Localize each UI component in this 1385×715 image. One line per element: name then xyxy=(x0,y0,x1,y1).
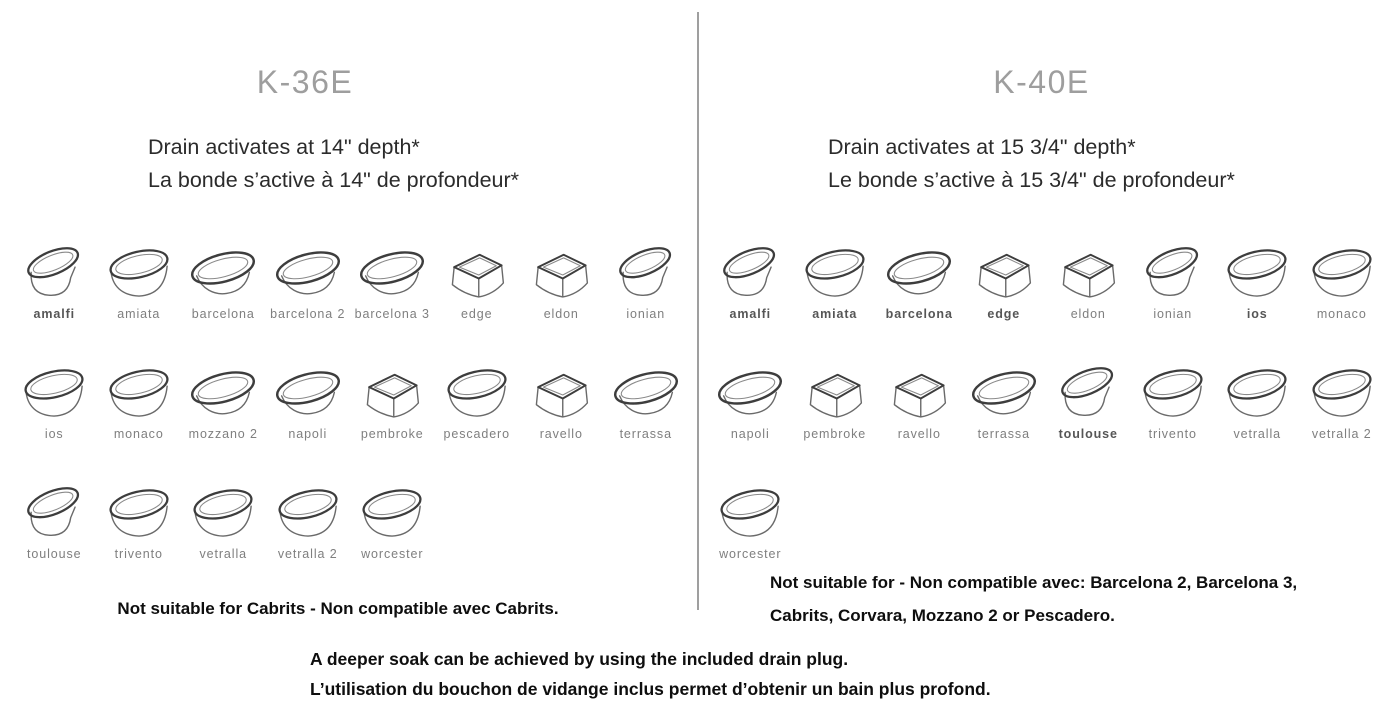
tub-item-edge xyxy=(435,240,520,321)
oval-bathtub-icon xyxy=(102,360,176,424)
tub-label: monaco xyxy=(113,427,164,441)
tub-label: edge xyxy=(461,307,493,321)
oval-bathtub-icon xyxy=(1220,240,1294,304)
slipper-bathtub-icon xyxy=(609,240,683,304)
column-divider-line xyxy=(697,12,699,610)
tub-label: ios xyxy=(1246,307,1268,321)
tub-item-eldon xyxy=(519,240,604,321)
slipper-bathtub-icon xyxy=(713,240,787,304)
tub-item-napoli xyxy=(266,360,351,441)
tub-item-vetralla-2 xyxy=(266,480,351,561)
tub-item-ios xyxy=(12,360,97,441)
tub-label: eldon xyxy=(543,307,579,321)
tub-item-barcelona-2 xyxy=(266,240,351,321)
tub-label: ios xyxy=(44,427,64,441)
tub-label: barcelona xyxy=(191,307,255,321)
tub-label: monaco xyxy=(1316,307,1367,321)
tub-item-ionian xyxy=(1131,240,1216,321)
tub-item-pescadero xyxy=(435,360,520,441)
tub-item-terrassa xyxy=(604,360,689,441)
slipper-bathtub-icon xyxy=(17,480,91,544)
tub-item-amalfi xyxy=(708,240,793,321)
bowl-bathtub-icon xyxy=(882,240,956,304)
slipper-bathtub-icon xyxy=(17,240,91,304)
tub-item-napoli xyxy=(708,360,793,441)
tub-item-mozzano-2 xyxy=(181,360,266,441)
tub-item-toulouse xyxy=(1046,360,1131,441)
rect-bathtub-icon xyxy=(440,240,514,304)
tub-label: ravello xyxy=(539,427,583,441)
tub-label: vetralla 2 xyxy=(1311,427,1372,441)
tub-label: mozzano 2 xyxy=(188,427,258,441)
rect-bathtub-icon xyxy=(524,360,598,424)
drain-depth-text-k40e xyxy=(828,131,1235,197)
text-line: L’utilisation du bouchon de vidange inclus permet d’obtenir un bain plus profond. xyxy=(310,679,991,699)
drain-plug-footnote xyxy=(310,644,991,704)
bowl-bathtub-icon xyxy=(713,360,787,424)
bowl-bathtub-icon xyxy=(967,360,1041,424)
text-line: Not suitable for Cabrits - Non compatible avec Cabrits. xyxy=(117,599,559,618)
tub-item-amiata xyxy=(793,240,878,321)
tub-label: toulouse xyxy=(27,547,82,561)
tub-label: amalfi xyxy=(729,307,772,321)
rect-bathtub-icon xyxy=(1051,240,1125,304)
tub-label: worcester xyxy=(361,547,424,561)
tub-item-monaco xyxy=(97,360,182,441)
tub-label: vetralla 2 xyxy=(277,547,338,561)
tub-label: barcelona 3 xyxy=(354,307,430,321)
oval-bathtub-icon xyxy=(271,480,345,544)
tub-label: eldon xyxy=(1070,307,1106,321)
oval-bathtub-icon xyxy=(102,480,176,544)
compatible-tub-grid-k40e xyxy=(708,224,1385,584)
tub-item-ravello xyxy=(519,360,604,441)
tub-label: pescadero xyxy=(443,427,510,441)
tub-row xyxy=(708,344,1385,441)
bowl-bathtub-icon xyxy=(271,240,345,304)
drain-depth-fr: La bonde s’active à 14" de profondeur* xyxy=(148,168,520,192)
tub-item-vetralla-2 xyxy=(1300,360,1385,441)
oval-bathtub-icon xyxy=(1305,240,1379,304)
tub-item-vetralla xyxy=(181,480,266,561)
product-title-k36e: K-36E xyxy=(256,64,354,100)
slipper-bathtub-icon xyxy=(1136,240,1210,304)
drain-depth-text-k36e xyxy=(148,131,519,197)
oval-bathtub-icon xyxy=(186,480,260,544)
tub-item-ionian xyxy=(604,240,689,321)
tub-label: barcelona xyxy=(885,307,953,321)
tub-item-trivento xyxy=(1131,360,1216,441)
tub-label: barcelona 2 xyxy=(270,307,346,321)
oval-bathtub-icon xyxy=(1136,360,1210,424)
tub-label: toulouse xyxy=(1058,427,1118,441)
tub-label: terrassa xyxy=(619,427,672,441)
bowl-bathtub-icon xyxy=(186,240,260,304)
tub-label: trivento xyxy=(1148,427,1197,441)
oval-bathtub-icon xyxy=(440,360,514,424)
tub-label: pembroke xyxy=(360,427,424,441)
drain-depth-en: Drain activates at 15 3/4" depth* xyxy=(828,135,1136,159)
product-title-k40e: K-40E xyxy=(993,64,1090,100)
oval-bathtub-icon xyxy=(713,480,787,544)
tub-label: edge xyxy=(987,307,1021,321)
rect-bathtub-icon xyxy=(967,240,1041,304)
compatibility-note-k36e xyxy=(0,592,676,625)
tub-label: ravello xyxy=(897,427,941,441)
oval-bathtub-icon xyxy=(798,240,872,304)
tub-label: pembroke xyxy=(803,427,867,441)
tub-item-eldon xyxy=(1046,240,1131,321)
tub-row xyxy=(708,224,1385,321)
drain-depth-fr: Le bonde s’active à 15 3/4" de profondeur* xyxy=(828,168,1235,192)
tub-label: vetralla xyxy=(199,547,247,561)
tub-item-barcelona-3 xyxy=(350,240,435,321)
tub-label: napoli xyxy=(288,427,328,441)
tub-label: amiata xyxy=(812,307,858,321)
tub-item-toulouse xyxy=(12,480,97,561)
tub-row xyxy=(12,224,690,321)
oval-bathtub-icon xyxy=(355,480,429,544)
tub-item-pembroke xyxy=(350,360,435,441)
text-line: Cabrits, Corvara, Mozzano 2 or Pescadero. xyxy=(770,606,1115,625)
tub-item-ravello xyxy=(877,360,962,441)
tub-label: napoli xyxy=(730,427,770,441)
tub-item-barcelona xyxy=(877,240,962,321)
tub-row xyxy=(12,344,690,441)
tub-row xyxy=(708,464,1385,561)
slipper-bathtub-icon xyxy=(1051,360,1125,424)
compatible-tub-grid-k36e xyxy=(12,224,690,584)
text-line: Not suitable for - Non compatible avec: Barcelona 2, Barcelona 3, xyxy=(770,573,1298,592)
bowl-bathtub-icon xyxy=(186,360,260,424)
rect-bathtub-icon xyxy=(798,360,872,424)
tub-row xyxy=(12,464,690,561)
bowl-bathtub-icon xyxy=(271,360,345,424)
tub-item-worcester xyxy=(350,480,435,561)
tub-item-barcelona xyxy=(181,240,266,321)
tub-label: ionian xyxy=(1153,307,1193,321)
compatibility-note-k40e xyxy=(770,566,1370,632)
tub-item-pembroke xyxy=(793,360,878,441)
tub-item-vetralla xyxy=(1215,360,1300,441)
oval-bathtub-icon xyxy=(17,360,91,424)
tub-label: amalfi xyxy=(33,307,76,321)
tub-label: trivento xyxy=(114,547,163,561)
tub-label: terrassa xyxy=(977,427,1030,441)
tub-item-trivento xyxy=(97,480,182,561)
tub-item-amiata xyxy=(97,240,182,321)
bowl-bathtub-icon xyxy=(355,240,429,304)
bowl-bathtub-icon xyxy=(609,360,683,424)
oval-bathtub-icon xyxy=(1220,360,1294,424)
text-line: A deeper soak can be achieved by using the included drain plug. xyxy=(310,649,849,669)
tub-item-edge xyxy=(962,240,1047,321)
rect-bathtub-icon xyxy=(524,240,598,304)
tub-item-amalfi xyxy=(12,240,97,321)
rect-bathtub-icon xyxy=(355,360,429,424)
tub-label: vetralla xyxy=(1233,427,1281,441)
tub-item-monaco xyxy=(1300,240,1385,321)
rect-bathtub-icon xyxy=(882,360,956,424)
tub-item-ios xyxy=(1215,240,1300,321)
tub-item-terrassa xyxy=(962,360,1047,441)
tub-label: ionian xyxy=(626,307,666,321)
tub-label: amiata xyxy=(117,307,161,321)
tub-label: worcester xyxy=(719,547,782,561)
tub-item-worcester xyxy=(708,480,793,561)
oval-bathtub-icon xyxy=(102,240,176,304)
oval-bathtub-icon xyxy=(1305,360,1379,424)
drain-depth-en: Drain activates at 14" depth* xyxy=(148,135,420,159)
